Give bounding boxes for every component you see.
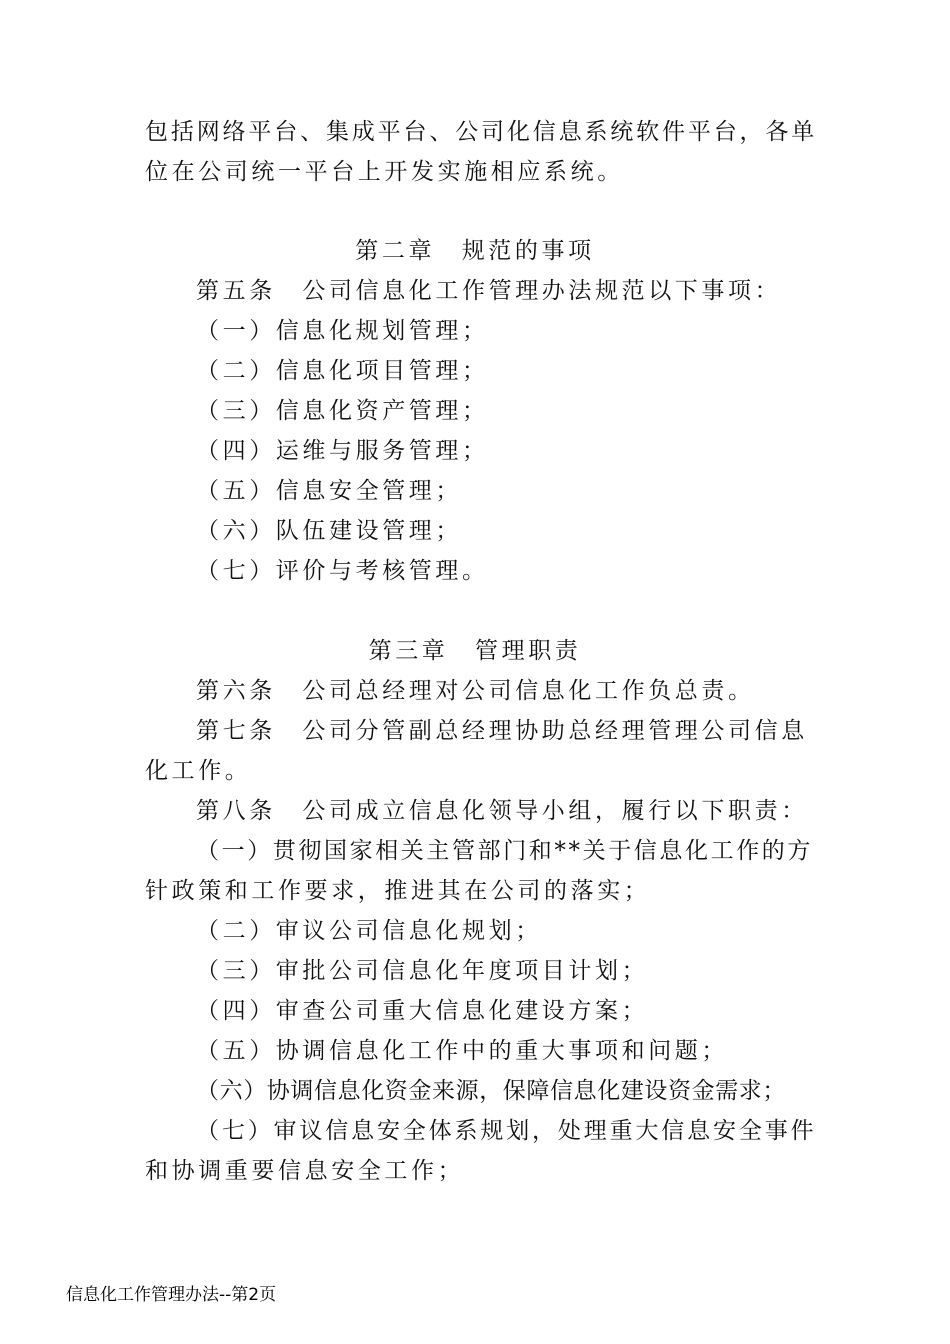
- chapter-heading: 第三章 管理职责: [368, 638, 582, 664]
- list-item: （五）协调信息化工作中的重大事项和问题；: [196, 1038, 728, 1064]
- list-item: （二）信息化项目管理；: [196, 358, 489, 384]
- list-item: （三）信息化资产管理；: [196, 398, 489, 424]
- paragraph-line: 位在公司统一平台上开发实施相应系统。: [145, 159, 624, 185]
- list-item: （七）评价与考核管理。: [196, 558, 489, 584]
- list-item: （六）队伍建设管理；: [196, 518, 462, 544]
- page-footer: 信息化工作管理办法--第2页: [66, 1285, 277, 1305]
- article-line: 第七条 公司分管副总经理协助总经理管理公司信息: [196, 718, 808, 744]
- article-line: 第六条 公司总经理对公司信息化工作负总责。: [196, 678, 755, 704]
- list-item: 和协调重要信息安全工作；: [145, 1158, 465, 1184]
- article-line: 化工作。: [145, 758, 252, 784]
- article-line: 第八条 公司成立信息化领导小组，履行以下职责：: [196, 798, 808, 824]
- list-item: （一）信息化规划管理；: [196, 318, 489, 344]
- chapter-heading: 第二章 规范的事项: [355, 238, 595, 264]
- list-item: （四）运维与服务管理；: [196, 438, 489, 464]
- paragraph-line: 包括网络平台、集成平台、公司化信息系统软件平台，各单: [145, 119, 818, 145]
- list-item: （五）信息安全管理；: [196, 478, 462, 504]
- list-item: （四）审查公司重大信息化建设方案；: [196, 998, 649, 1024]
- list-item: （一）贯彻国家相关主管部门和**关于信息化工作的方: [196, 838, 813, 864]
- list-item: 针政策和工作要求，推进其在公司的落实；: [145, 878, 651, 904]
- list-item: （七）审议信息安全体系规划，处理重大信息安全事件: [196, 1118, 817, 1144]
- list-item: （六）协调信息化资金来源，保障信息化建设资金需求；: [196, 1078, 786, 1104]
- article-line: 第五条 公司信息化工作管理办法规范以下事项：: [196, 278, 782, 304]
- list-item: （二）审议公司信息化规划；: [196, 918, 542, 944]
- list-item: （三）审批公司信息化年度项目计划；: [196, 958, 649, 984]
